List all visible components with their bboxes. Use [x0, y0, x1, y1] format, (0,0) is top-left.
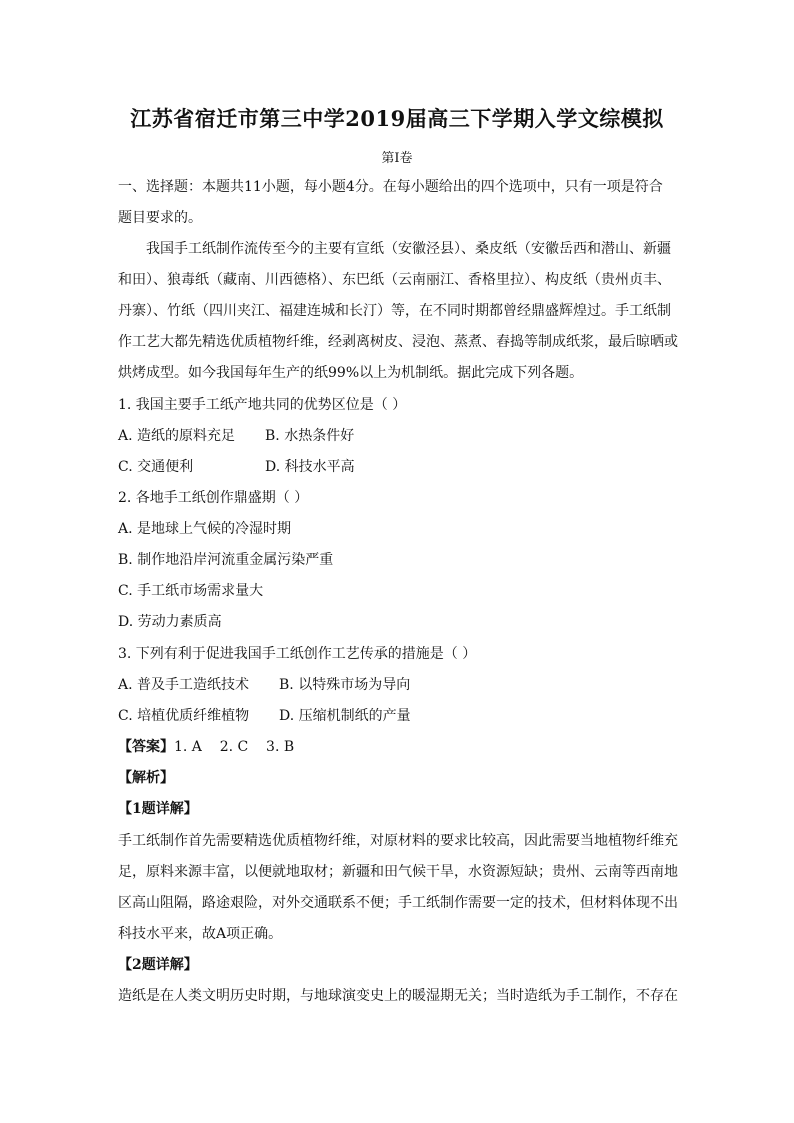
question-1-option-d: D. 科技水平高: [265, 459, 355, 475]
question-1-option-b: B. 水热条件好: [265, 428, 355, 444]
question-2-option-d: D. 劳动力素质高: [118, 614, 222, 630]
question-1-option-a: A. 造纸的原料充足: [118, 428, 236, 444]
question-1-option-c: C. 交通便利: [118, 459, 194, 475]
answer-line: [118, 738, 678, 756]
question-3-option-a: A. 普及手工造纸技术: [118, 677, 250, 693]
intro-paragraph-line: 烘烤成型。如今我国每年生产的纸99%以上为机制纸。据此完成下列各题。: [118, 365, 584, 381]
question-3-option-b: B. 以特殊市场为导向: [279, 677, 411, 693]
question-3-option-c: C. 培植优质纤维植物: [118, 708, 250, 724]
document-subtitle: 第I卷: [381, 151, 413, 166]
detail-1-line: 手工纸制作首先需要精选优质植物纤维，对原材料的要求比较高，因此需要当地植物纤维充: [118, 833, 678, 849]
question-2-option-c: C. 手工纸市场需求量大: [118, 583, 264, 599]
detail-1-label: 【1题详解】: [118, 801, 198, 817]
question-2-option-b: B. 制作地沿岸河流重金属污染严重: [118, 552, 334, 568]
question-2-stem: 2. 各地手工纸创作鼎盛期（ ）: [118, 490, 309, 506]
question-1-stem: 1. 我国主要手工纸产地共同的优势区位是（ ）: [118, 397, 407, 413]
question-2-option-a: A. 是地球上气候的冷湿时期: [118, 521, 292, 537]
detail-1-line: 科技水平来，故A项正确。: [118, 926, 283, 942]
detail-2-line: 造纸是在人类文明历史时期，与地球演变史上的暖湿期无关；当时造纸为手工制作，不存在: [118, 988, 678, 1004]
analysis-label: 【解析】: [118, 770, 174, 786]
intro-paragraph-line: 和田）、狼毒纸（藏南、川西德格）、东巴纸（云南丽江、香格里拉）、构皮纸（贵州贞丰、: [118, 272, 671, 288]
section-heading-line-1: 一、选择题：本题共11小题，每小题4分。在每小题给出的四个选项中，只有一项是符合: [118, 179, 663, 195]
question-3-stem: 3. 下列有利于促进我国手工纸创作工艺传承的措施是（ ）: [118, 646, 477, 662]
question-3-option-d: D. 压缩机制纸的产量: [279, 708, 411, 724]
detail-1-line: 区高山阻隔，路途艰险，对外交通联系不便；手工纸制作需要一定的技术，但材料体现不出: [118, 895, 678, 911]
answer-text: 1. A 2. C 3. B: [174, 739, 295, 755]
intro-paragraph-line: 我国手工纸制作流传至今的主要有宣纸（安徽泾县）、桑皮纸（安徽岳西和潜山、新疆: [146, 241, 671, 257]
section-heading-line-2: 题目要求的。: [118, 210, 202, 226]
answer-label: 【答案】: [118, 739, 174, 755]
detail-1-line: 足，原料来源丰富，以便就地取材；新疆和田气候干旱，水资源短缺；贵州、云南等西南地: [118, 864, 678, 880]
document-title: 江苏省宿迁市第三中学2019届高三下学期入学文综模拟: [130, 106, 664, 131]
intro-paragraph-line: 丹寨）、竹纸（四川夹江、福建连城和长汀）等，在不同时期都曾经鼎盛辉煌过。手工纸制: [118, 303, 671, 319]
detail-2-label: 【2题详解】: [118, 957, 198, 973]
intro-paragraph-line: 作工艺大都先精选优质植物纤维，经剥离树皮、浸泡、蒸煮、舂捣等制成纸浆，最后晾晒或: [118, 334, 678, 350]
